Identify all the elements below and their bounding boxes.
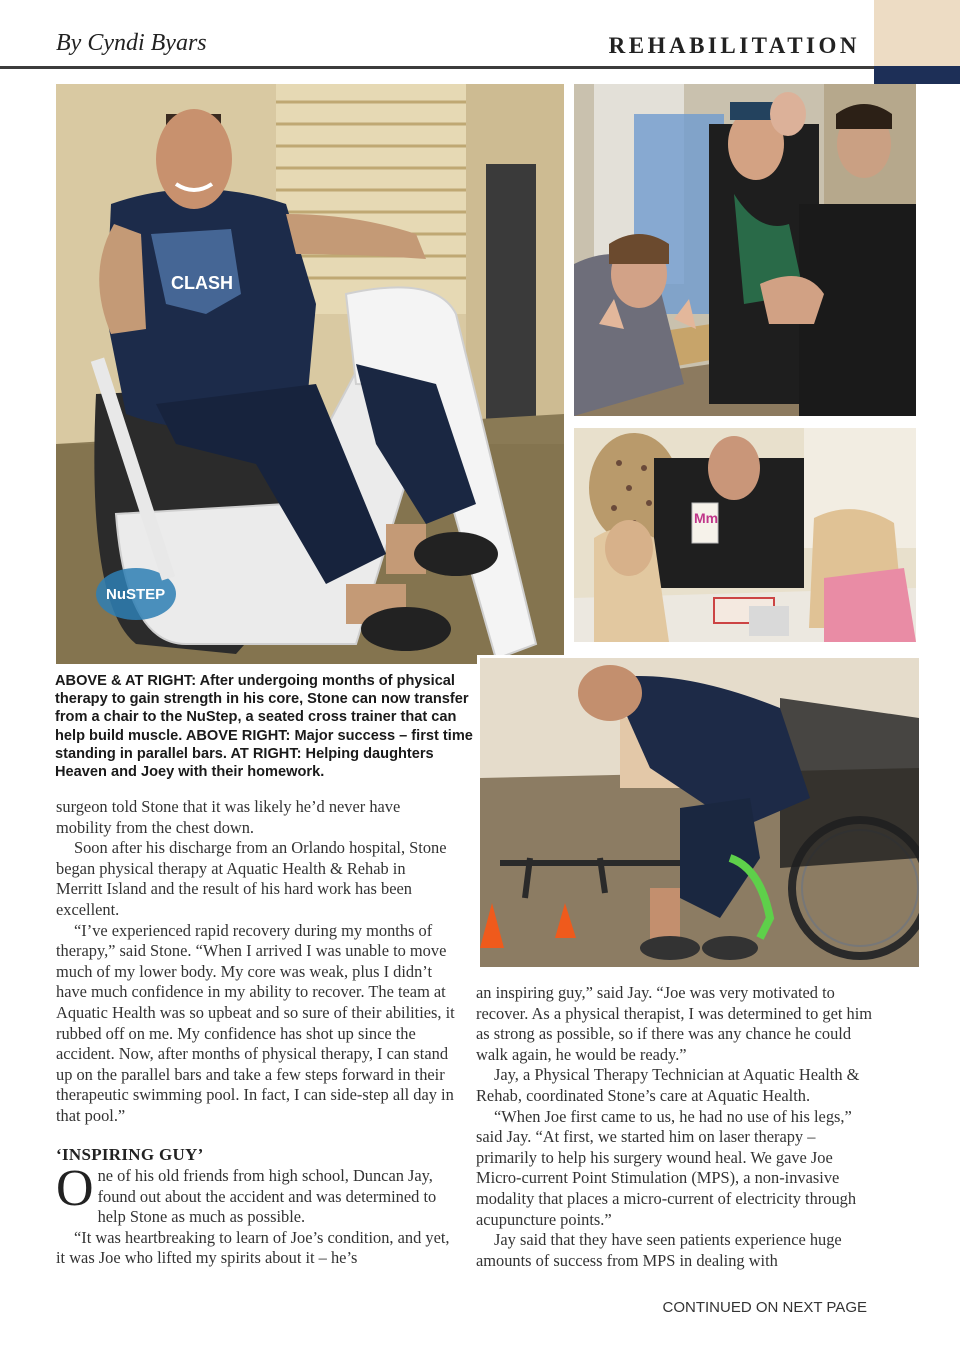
- flashcard-text: Mm: [694, 510, 719, 526]
- photo-caption: ABOVE & AT RIGHT: After undergoing months of physical therapy to gain strength in his core, Stone can now transfer from a chair to the NuStep, a seated cross trainer that can help build muscle. ABOVE RIGHT: Major success – first time standing in parallel bars. AT RIGHT: Helping daughters Heaven and Joey with their homework.: [55, 673, 473, 781]
- corner-tab: [874, 0, 960, 66]
- nustep-brand: NuSTEP: [106, 586, 166, 603]
- photo-homework: [574, 428, 916, 642]
- body-paragraph: “I’ve experienced rapid recovery during my months of therapy,” said Stone. “When I arrived I was unable to move much of my lower body. My core was weak, plus I didn’t have much confidence in my ability to recover. The team at Aquatic Health was so upbeat and so sure of their abilities, it rubbed off on me. My confidence has shot up since the accident. Now, after months of physical therapy, I can stand up on the parallel bars and take a few steps forward in their therapeutic swimming pool. In fact, I can side-step all day in that pool.”: [56, 920, 455, 1125]
- photo-parallel-bars: [574, 84, 916, 416]
- body-paragraph: an inspiring guy,” said Jay. “Joe was very motivated to recover. As a physical therapist, I was determined to get him as strong as possible, so if there was any chance he could walk again, he would be ready.”: [476, 983, 872, 1064]
- byline: By Cyndi Byars: [56, 30, 207, 56]
- photo-wheelchair: [477, 655, 919, 967]
- body-paragraph-dropcap: [56, 1160, 456, 1228]
- body-paragraph: surgeon told Stone that it was likely he’d never have mobility from the chest down.: [56, 797, 401, 837]
- photo-nustep: [56, 84, 564, 664]
- corner-accent-bar: [874, 66, 960, 84]
- body-paragraph: “When Joe first came to us, he had no use of his legs,” said Jay. “At first, we started him on laser therapy – primarily to help his surgery wound heal. We gave Joe Micro-current Point Stimulation (MPS), a non-invasive modality that places a micro-current of electricity through acupuncture points.”: [476, 1106, 857, 1229]
- section-title: REHABILITATION: [608, 33, 860, 58]
- header-rule: [0, 66, 874, 69]
- continued-link[interactable]: CONTINUED ON NEXT PAGE: [662, 1299, 867, 1316]
- body-paragraph: Jay, a Physical Therapy Technician at Aquatic Health & Rehab, coordinated Stone’s care at Aquatic Health.: [476, 1065, 860, 1105]
- body-paragraph: Jay said that they have seen patients experience huge amounts of success from MPS in dealing with: [476, 1230, 842, 1270]
- article-column-right: [476, 983, 872, 1271]
- body-paragraph: “It was heartbreaking to learn of Joe’s condition, and yet, it was Joe who lifted my spirits about it – he’s: [56, 1227, 450, 1268]
- drop-cap: O: [56, 1160, 94, 1218]
- article-column-left: [56, 797, 456, 1269]
- subhead: ‘INSPIRING GUY’: [56, 1144, 204, 1164]
- body-paragraph: Soon after his discharge from an Orlando hospital, Stone began physical therapy at Aquatic Health & Rehab in Merritt Island and the result of his hard work has been excellent.: [56, 838, 447, 919]
- shirt-logo-text: CLASH: [171, 273, 233, 293]
- body-text: ne of his old friends from high school, Duncan Jay, found out about the accident and was determined to help Stone as much as possible.: [97, 1166, 437, 1227]
